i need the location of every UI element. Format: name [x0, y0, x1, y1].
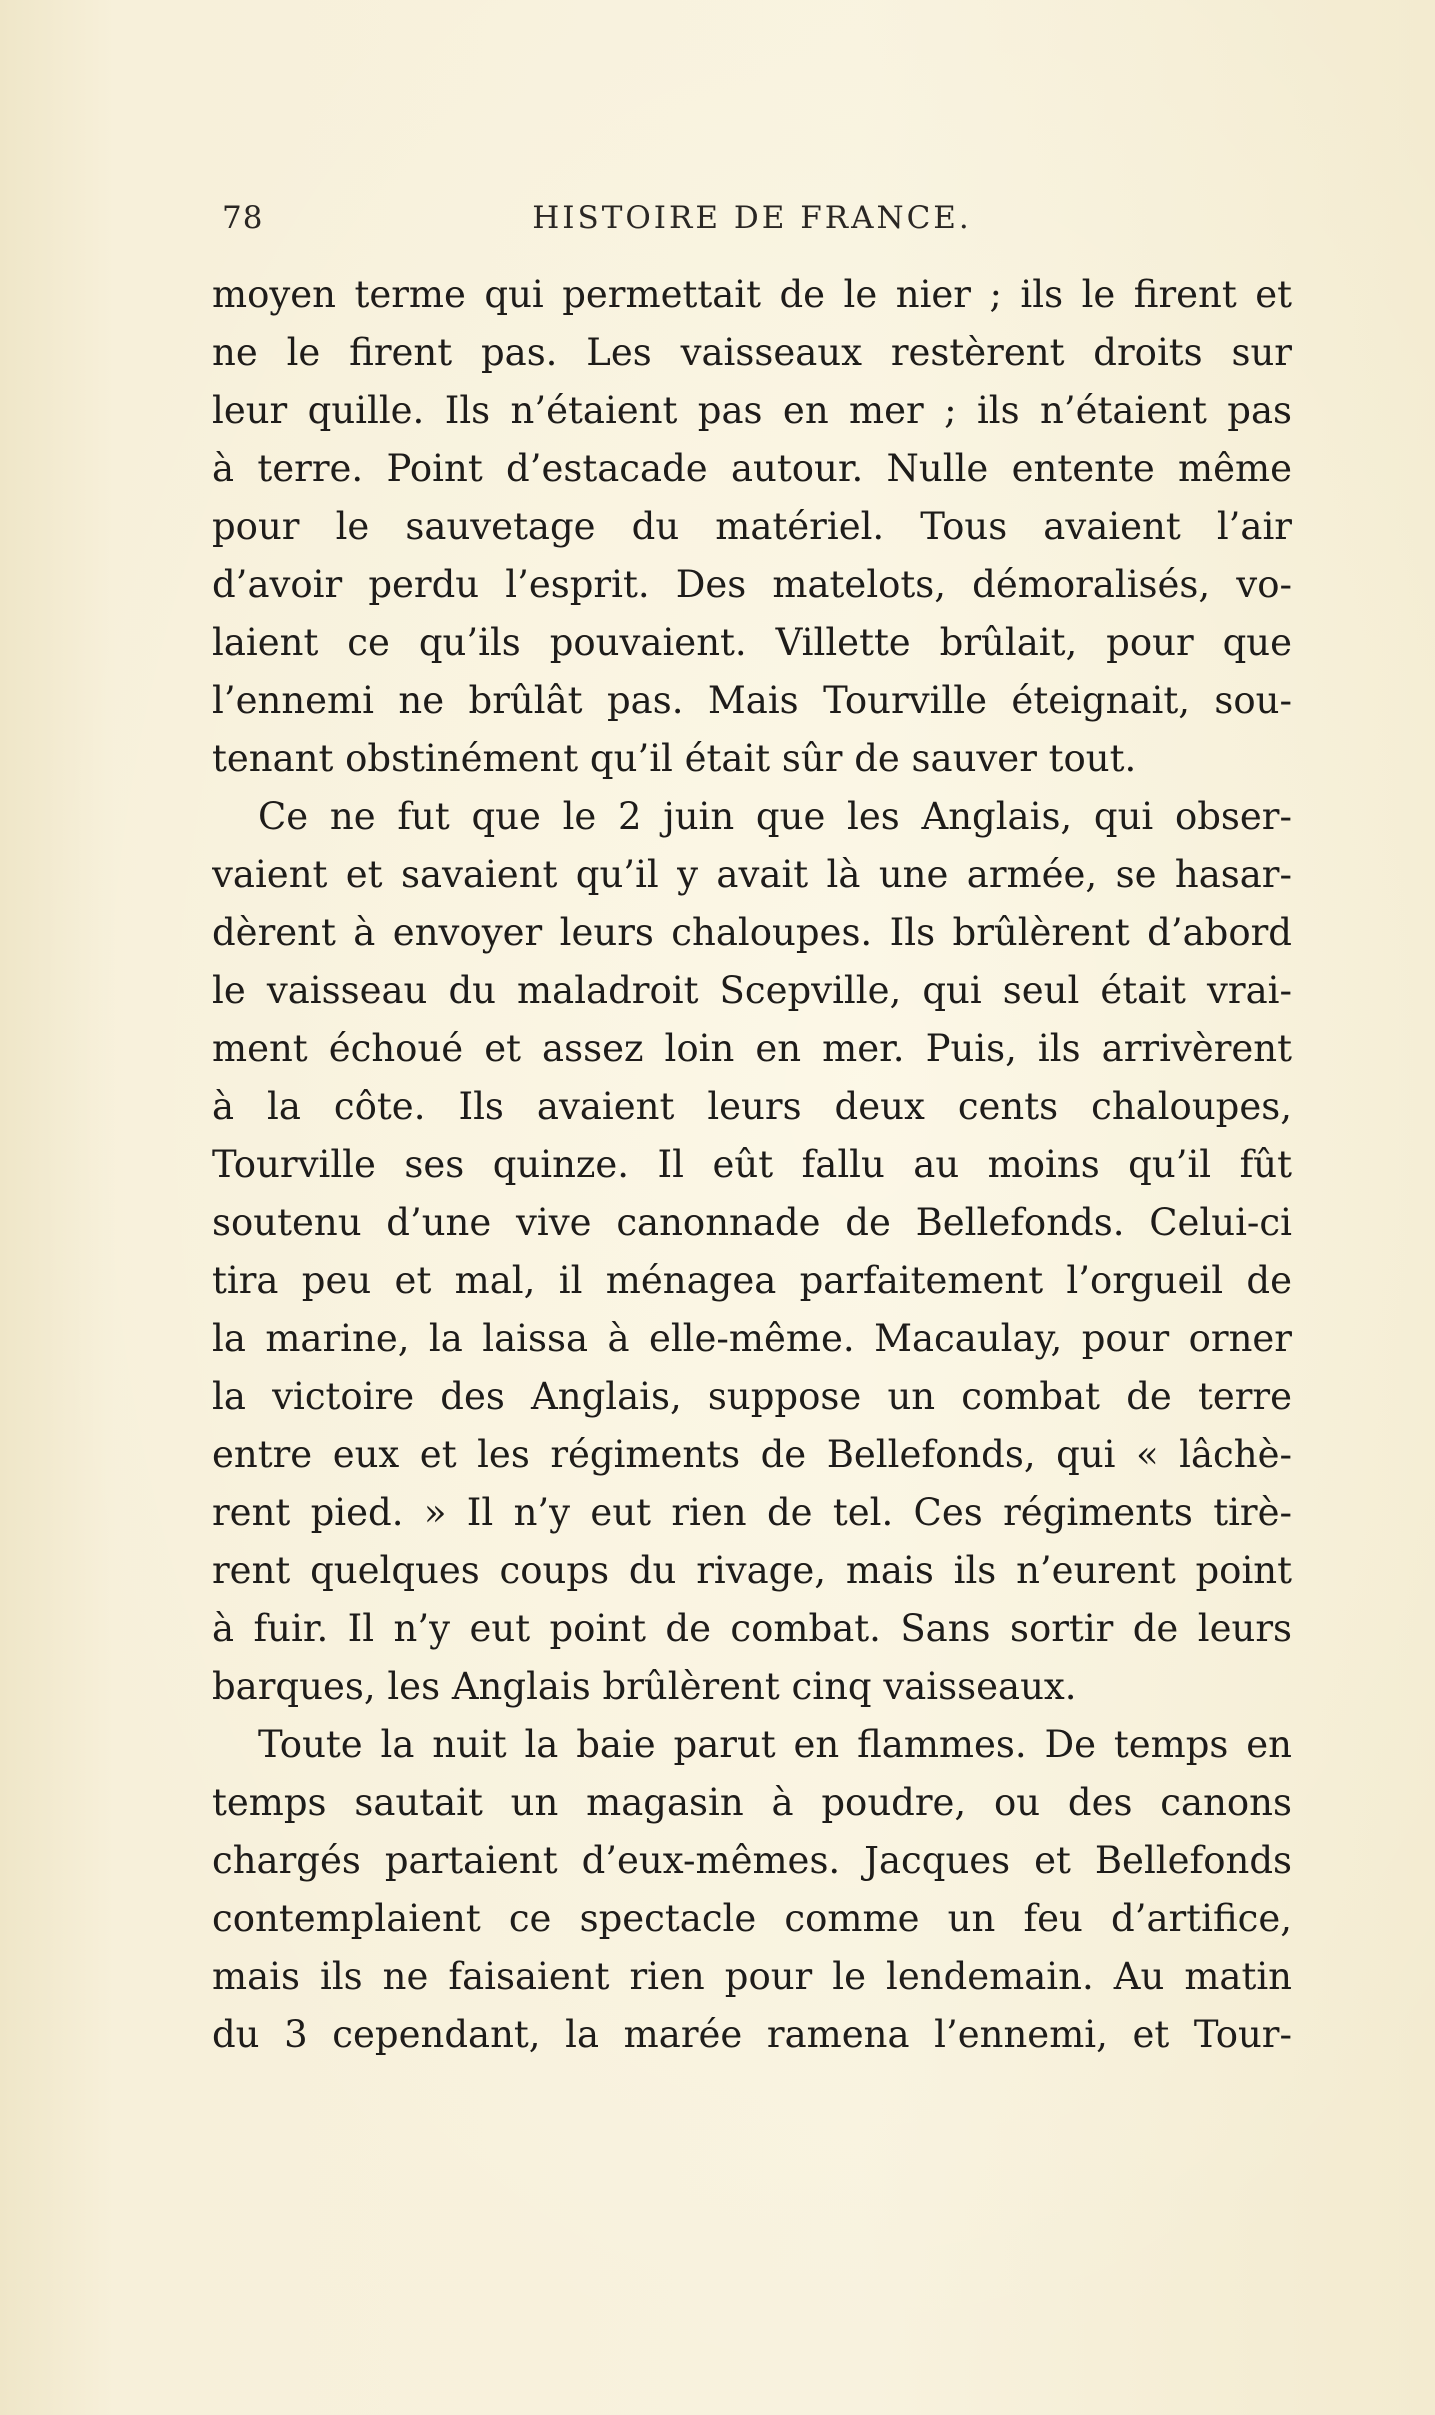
text-line: moyen terme qui permettait de le nier ; ils le firent et — [212, 273, 1292, 316]
body-text — [212, 266, 1292, 2064]
text-line: soutenu d’une vive canonnade de Bellefonds. Celui-ci — [212, 1201, 1292, 1244]
text-line: temps sautait un magasin à poudre, ou des canons — [212, 1781, 1292, 1824]
text-line: dèrent à envoyer leurs chaloupes. Ils brûlèrent d’abord — [212, 911, 1292, 954]
text-line: ne le firent pas. Les vaisseaux restèrent droits sur — [212, 331, 1292, 374]
text-line: leur quille. Ils n’étaient pas en mer ; ils n’étaient pas — [212, 389, 1292, 432]
text-line: à terre. Point d’estacade autour. Nulle entente même — [212, 447, 1292, 490]
text-line: à la côte. Ils avaient leurs deux cents chaloupes, — [212, 1085, 1292, 1128]
text-line: laient ce qu’ils pouvaient. Villette brûlait, pour que — [212, 621, 1292, 664]
text-line: vaient et savaient qu’il y avait là une armée, se hasar- — [212, 853, 1292, 896]
text-line: mais ils ne faisaient rien pour le lendemain. Au matin — [212, 1955, 1292, 1998]
page-header — [212, 200, 1292, 244]
text-line: barques, les Anglais brûlèrent cinq vaisseaux. — [212, 1665, 1077, 1708]
text-line: l’ennemi ne brûlât pas. Mais Tourville éteignait, sou- — [212, 679, 1292, 722]
text-line: du 3 cependant, la marée ramena l’ennemi, et Tour- — [212, 2013, 1292, 2056]
text-line: la marine, la laissa à elle-même. Macaulay, pour orner — [212, 1317, 1292, 1360]
text-line: à fuir. Il n’y eut point de combat. Sans sortir de leurs — [212, 1607, 1292, 1650]
text-line: contemplaient ce spectacle comme un feu d’artifice, — [212, 1897, 1292, 1940]
paragraph-start-line: Ce ne fut que le 2 juin que les Anglais, qui obser- — [258, 795, 1292, 838]
text-line: d’avoir perdu l’esprit. Des matelots, démoralisés, vo- — [212, 563, 1292, 606]
text-line: la victoire des Anglais, suppose un combat de terre — [212, 1375, 1292, 1418]
paragraph-start-line: Toute la nuit la baie parut en flammes. De temps en — [258, 1723, 1292, 1766]
text-line: entre eux et les régiments de Bellefonds, qui « lâchè- — [212, 1433, 1292, 1476]
text-line: le vaisseau du maladroit Scepville, qui seul était vrai- — [212, 969, 1292, 1012]
text-line: chargés partaient d’eux-mêmes. Jacques et Bellefonds — [212, 1839, 1292, 1882]
text-line: tenant obstinément qu’il était sûr de sauver tout. — [212, 737, 1137, 780]
text-line: pour le sauvetage du matériel. Tous avaient l’air — [212, 505, 1292, 548]
running-title: HISTOIRE DE FRANCE. — [532, 200, 972, 236]
text-line: rent quelques coups du rivage, mais ils n’eurent point — [212, 1549, 1292, 1592]
text-line: tira peu et mal, il ménagea parfaitement l’orgueil de — [212, 1259, 1292, 1302]
page-number: 78 — [222, 200, 264, 236]
text-line: rent pied. » Il n’y eut rien de tel. Ces régiments tirè- — [212, 1491, 1292, 1534]
text-line: Tourville ses quinze. Il eût fallu au moins qu’il fût — [212, 1143, 1292, 1186]
text-line: ment échoué et assez loin en mer. Puis, ils arrivèrent — [212, 1027, 1292, 1070]
